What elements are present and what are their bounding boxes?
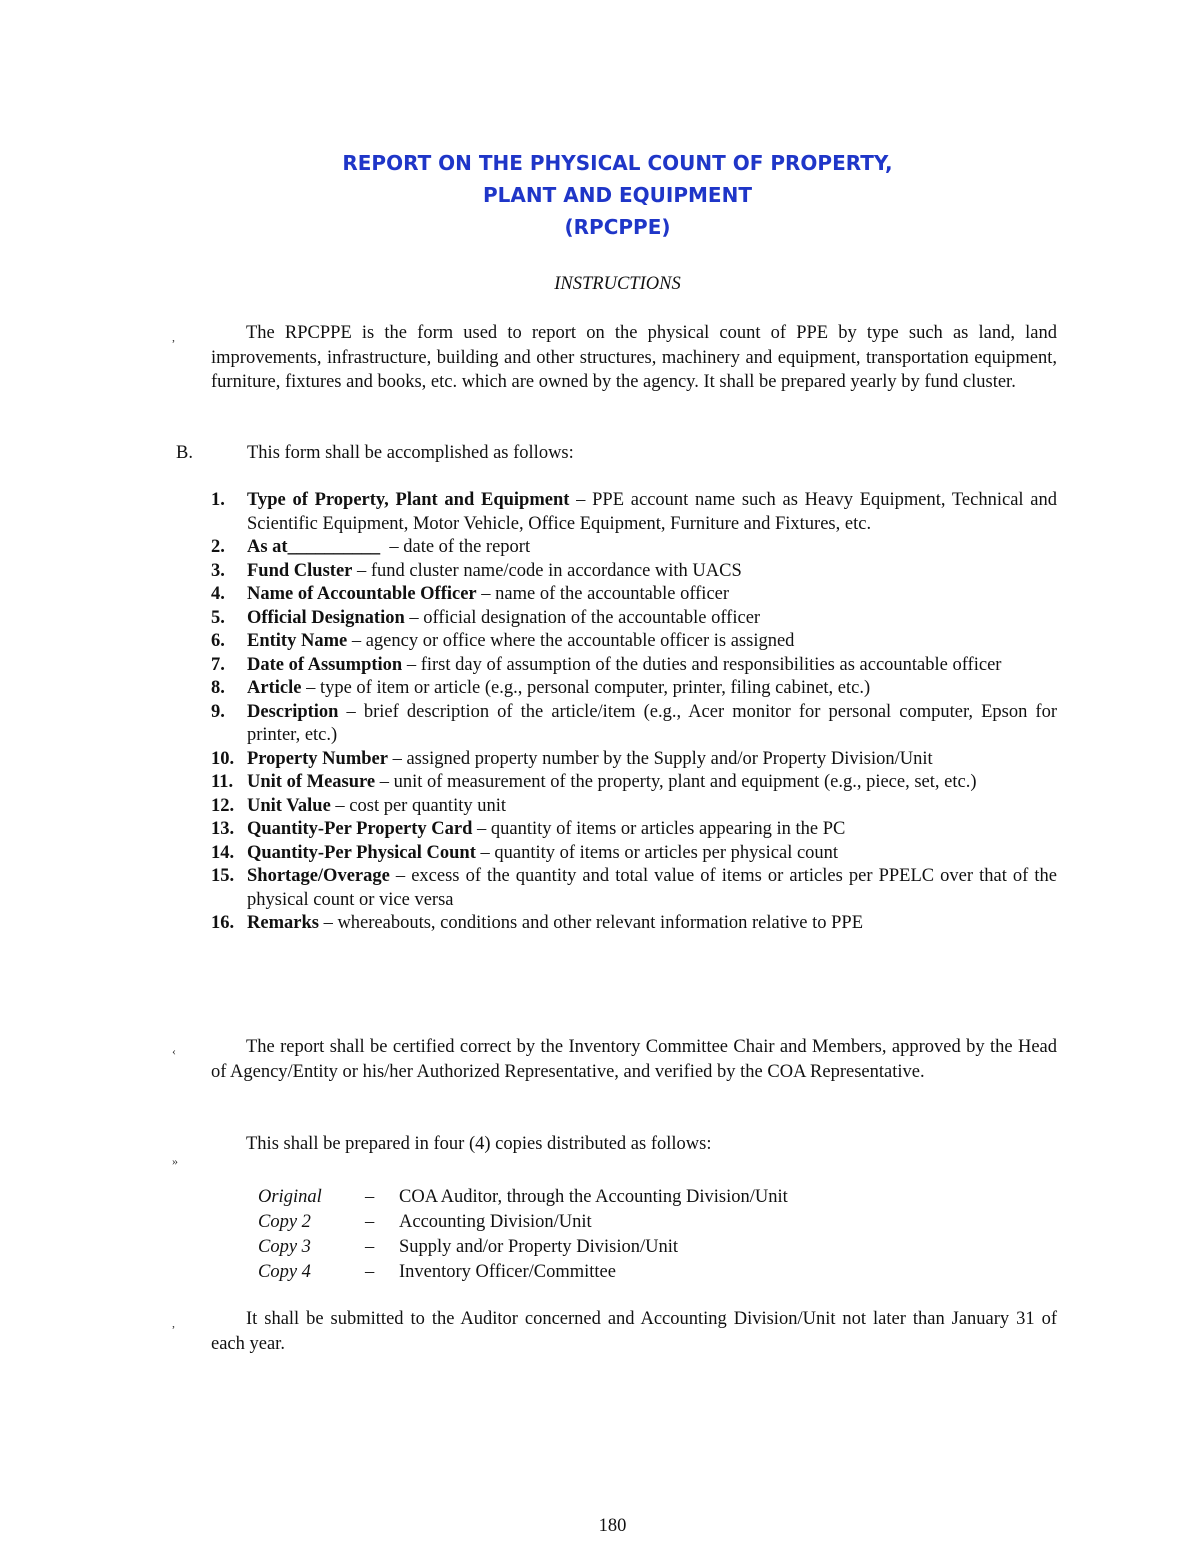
list-item: [211, 842, 1057, 866]
list-item-number: 6.: [211, 631, 225, 651]
copy-row: [258, 1185, 958, 1210]
list-item-description: – PPE account name such as Heavy Equipment, Technical and Scientific Equipment, Motor Vehicle, Office Equipment, Furniture and Fixtures, etc.: [247, 490, 1062, 534]
list-item-term: Quantity-Per Physical Count: [247, 842, 476, 863]
list-item-term: Unit Value: [247, 795, 331, 816]
title-line-2: PLANT AND EQUIPMENT: [483, 183, 752, 207]
report-title: [0, 147, 1200, 243]
list-item-description: – agency or office where the accountable officer is assigned: [347, 631, 795, 651]
list-item: [211, 771, 1057, 795]
copy-name: Copy 4: [258, 1262, 311, 1282]
copy-row: [258, 1260, 958, 1285]
copy-dash: –: [365, 1237, 375, 1257]
list-item: [211, 818, 1057, 842]
list-item-term: Remarks: [247, 913, 319, 933]
list-item-number: 3.: [211, 560, 225, 581]
list-item-number: 14.: [211, 842, 235, 863]
list-item-description: – brief description of the article/item (e.g., Acer monitor for personal computer, Epson for printer, etc.): [247, 701, 1062, 745]
list-item-description: – official designation of the accountable officer: [404, 607, 761, 628]
list-item: [211, 607, 1057, 631]
list-item: [211, 912, 1057, 936]
list-item-term: Quantity-Per Property Card: [247, 819, 473, 839]
copies-distribution: [258, 1185, 958, 1285]
section-d-paragraph: This shall be prepared in four (4) copies distributed as follows:: [246, 1134, 712, 1154]
list-item-term: Description: [247, 701, 339, 722]
section-c-marker-icon: ‹: [172, 1044, 176, 1058]
list-item: [211, 677, 1057, 701]
section-e-marker-icon: ,: [172, 1316, 175, 1330]
section-a-paragraph: The RPCPPE is the form used to report on the physical count of PPE by type such as land, land improvements, infrastructure, building and other structures, machinery and equipment, transportation equipment, furniture, fixtures and books, etc. which are owned by the agency. It shall be prepared yearly by fund cluster.: [211, 323, 1057, 392]
list-item-term: Article: [247, 678, 302, 698]
list-item-number: 4.: [211, 584, 225, 604]
list-item-number: 2.: [211, 537, 225, 557]
list-item: [211, 560, 1057, 584]
list-item-number: 9.: [211, 701, 225, 722]
title-line-3: (RPCPPE): [564, 215, 671, 239]
copy-row: [258, 1210, 958, 1235]
section-e-paragraph: It shall be submitted to the Auditor concerned and Accounting Division/Unit not later than January 31 of each year.: [211, 1309, 1057, 1354]
list-item-description: – cost per quantity unit: [330, 795, 507, 816]
list-item-term: Shortage/Overage: [247, 866, 390, 886]
list-item: [211, 865, 1062, 912]
list-item: [211, 701, 1062, 748]
list-item: [211, 795, 1057, 819]
list-item: [211, 748, 1057, 772]
list-item-term: Entity Name: [247, 631, 348, 651]
list-item-description: – excess of the quantity and total value of items or articles per PPELC over that of the physical count or vice versa: [247, 866, 1062, 910]
copy-destination: Inventory Officer/Committee: [399, 1262, 616, 1282]
list-item-number: 5.: [211, 607, 225, 628]
list-item-number: 1.: [211, 490, 225, 510]
field-instructions-list: [211, 489, 1062, 936]
list-item-description: – fund cluster name/code in accordance with UACS: [352, 560, 742, 581]
list-item-number: 10.: [211, 748, 235, 769]
section-a-marker-icon: ,: [172, 330, 175, 344]
list-item-description: – quantity of items or articles per physical count: [475, 842, 839, 863]
list-item-description: – date of the report: [380, 537, 531, 557]
list-item: [211, 630, 1057, 654]
list-item-description: – first day of assumption of the duties and responsibilities as accountable officer: [402, 654, 1002, 675]
list-item-term: Property Number: [247, 748, 388, 769]
copy-dash: –: [365, 1262, 375, 1282]
list-item-term: Type of Property, Plant and Equipment: [247, 490, 570, 510]
section-d-marker-icon: »: [172, 1154, 178, 1168]
instructions-heading: INSTRUCTIONS: [554, 274, 681, 294]
list-item-number: 8.: [211, 678, 225, 698]
list-item-number: 15.: [211, 866, 235, 886]
list-item-number: 12.: [211, 795, 235, 816]
list-item-description: – type of item or article (e.g., personal computer, printer, filing cabinet, etc.): [301, 678, 871, 698]
list-item-number: 11.: [211, 772, 234, 792]
copy-row: [258, 1235, 958, 1260]
title-line-1: REPORT ON THE PHYSICAL COUNT OF PROPERTY,: [342, 151, 893, 175]
list-item: [211, 583, 1057, 607]
list-item-description: – assigned property number by the Supply and/or Property Division/Unit: [387, 748, 933, 769]
list-item: [211, 654, 1057, 678]
list-item-description: – unit of measurement of the property, plant and equipment (e.g., piece, set, etc.): [375, 772, 977, 792]
section-b-intro: This form shall be accomplished as follows:: [247, 443, 574, 463]
list-item: [211, 489, 1062, 536]
list-item: [211, 536, 1057, 560]
list-item-term: Fund Cluster: [247, 560, 353, 581]
list-item-number: 7.: [211, 654, 225, 675]
copy-name: Copy 2: [258, 1212, 311, 1232]
list-item-term: Date of Assumption: [247, 654, 403, 675]
list-item-term: Unit of Measure: [247, 772, 376, 792]
list-item-description: – name of the accountable officer: [476, 584, 730, 604]
list-item-term: Official Designation: [247, 607, 405, 628]
list-item-description: – whereabouts, conditions and other relevant information relative to PPE: [318, 913, 864, 933]
section-b-marker: B.: [176, 443, 193, 463]
section-c-paragraph: The report shall be certified correct by the Inventory Committee Chair and Members, approved by the Head of Agency/Entity or his/her Authorized Representative, and verified by the COA Representative.: [211, 1037, 1057, 1082]
list-item-description: – quantity of items or articles appearing in the PC: [472, 819, 846, 839]
copy-name: Copy 3: [258, 1237, 311, 1257]
copy-dash: –: [365, 1187, 375, 1207]
page-number: 180: [598, 1516, 627, 1536]
copy-destination: Accounting Division/Unit: [399, 1212, 592, 1232]
copy-destination: Supply and/or Property Division/Unit: [399, 1237, 679, 1257]
copy-name: Original: [258, 1187, 322, 1207]
list-item-term: As at__________: [247, 537, 381, 557]
list-item-number: 13.: [211, 819, 235, 839]
copy-destination: COA Auditor, through the Accounting Division/Unit: [399, 1187, 788, 1207]
list-item-term: Name of Accountable Officer: [247, 584, 477, 604]
list-item-number: 16.: [211, 913, 235, 933]
copy-dash: –: [365, 1212, 375, 1232]
